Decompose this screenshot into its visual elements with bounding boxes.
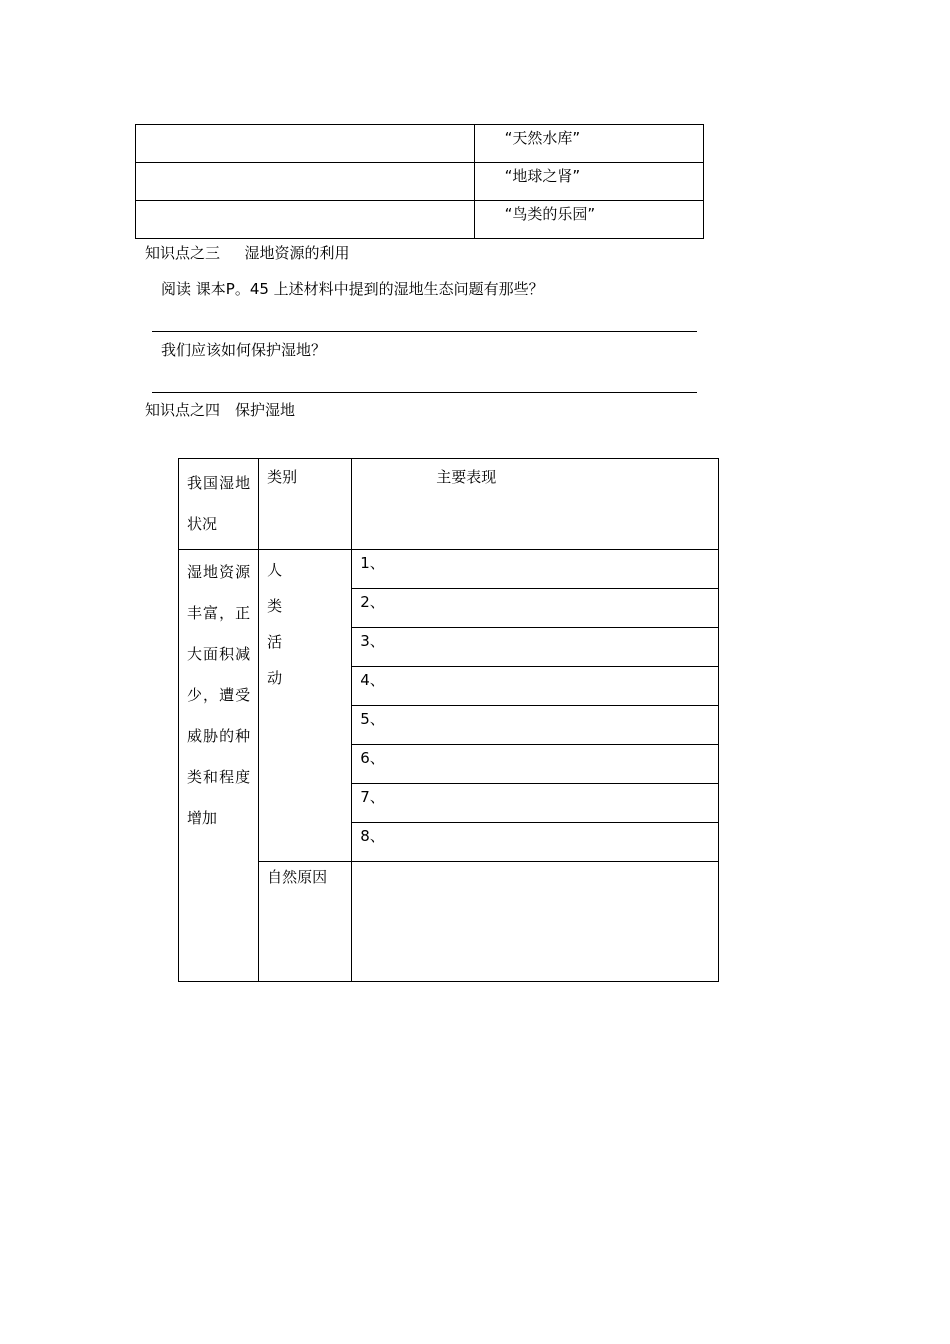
- item-cell[interactable]: 6、: [352, 745, 719, 784]
- function-label: “鸟类的乐园”: [474, 201, 703, 239]
- status-cell: 湿地资源丰富，正大面积减少，遭受威胁的种类和程度增加: [179, 550, 259, 982]
- category-char: 活: [267, 633, 283, 651]
- wetland-table: [178, 458, 719, 982]
- table-row: [179, 862, 719, 982]
- category-char: 动: [267, 669, 283, 687]
- item-cell[interactable]: 2、: [352, 589, 719, 628]
- table-row: [136, 163, 704, 201]
- table-row: [136, 201, 704, 239]
- answer-cell[interactable]: [136, 163, 475, 201]
- header-status: 我国湿地状况: [179, 459, 259, 550]
- header-category: 类别: [259, 459, 352, 550]
- answer-cell[interactable]: [136, 125, 475, 163]
- table-row: [179, 550, 719, 589]
- item-cell[interactable]: 5、: [352, 706, 719, 745]
- section4-heading: 知识点之四 保护湿地: [145, 401, 296, 419]
- question-text: 阅读 课本P。45 上述材料中提到的湿地生态问题有那些？: [161, 280, 544, 298]
- item-cell[interactable]: 3、: [352, 628, 719, 667]
- category-char: 人: [267, 561, 283, 579]
- header-manifestation: 主要表现: [352, 459, 719, 550]
- human-activity-cell: [259, 550, 352, 862]
- item-cell[interactable]: 8、: [352, 823, 719, 862]
- function-label: “天然水库”: [474, 125, 703, 163]
- item-cell[interactable]: 1、: [352, 550, 719, 589]
- question-text: 我们应该如何保护湿地？: [161, 341, 327, 359]
- function-table: [135, 124, 704, 239]
- natural-cause-cell: 自然原因: [259, 862, 352, 982]
- section3-heading: 知识点之三 湿地资源的利用: [145, 244, 350, 262]
- table-row: [136, 125, 704, 163]
- answer-line[interactable]: [152, 392, 697, 393]
- table-header-row: [179, 459, 719, 550]
- answer-line[interactable]: [152, 331, 697, 332]
- item-cell[interactable]: 7、: [352, 784, 719, 823]
- function-label: “地球之肾”: [474, 163, 703, 201]
- natural-cause-answer-cell[interactable]: [352, 862, 719, 982]
- item-cell[interactable]: 4、: [352, 667, 719, 706]
- answer-cell[interactable]: [136, 201, 475, 239]
- category-char: 类: [267, 597, 283, 615]
